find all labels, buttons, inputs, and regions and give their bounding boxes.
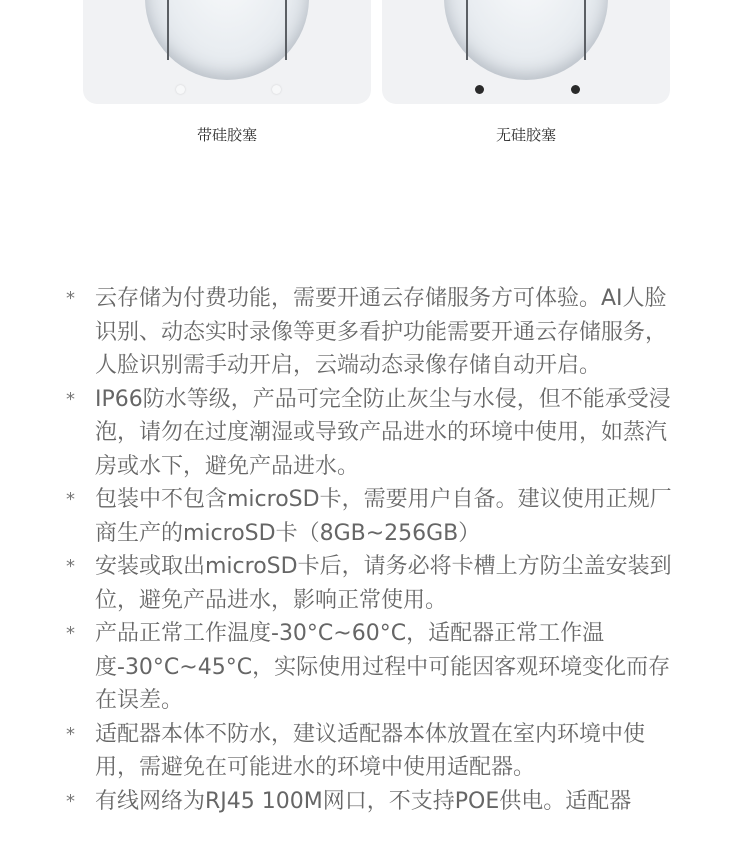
note-item	[66, 785, 686, 819]
device-edge-right	[285, 0, 287, 60]
silicone-plug-left-icon	[176, 85, 185, 94]
note-item	[66, 483, 686, 550]
bullet-star-icon: *	[66, 723, 75, 745]
note-text: 适配器本体不防水，建议适配器本体放置在室内环境中使用，需避免在可能进水的环境中使用适配器。	[95, 721, 646, 780]
device-edge-left	[167, 0, 169, 60]
product-image-without-plug	[382, 0, 670, 104]
bullet-star-icon: *	[66, 556, 75, 577]
bullet-star-icon: *	[66, 790, 75, 812]
note-item	[66, 383, 686, 484]
bullet-star-icon: *	[66, 288, 75, 309]
camera-without-silicone-plug-icon	[444, 0, 608, 80]
note-text: IP66防水等级，产品可完全防止灰尘与水侵，但不能承受浸泡，请勿在过度潮湿或导致产品进水的环境中使用，如蒸汽房或水下，避免产品进水。	[95, 386, 671, 479]
note-item	[66, 550, 686, 617]
note-text: 包装中不包含microSD卡，需要用户自备。建议使用正规厂商生产的microSD卡（8GB~256GB）	[95, 487, 672, 546]
silicone-plug-right-icon	[272, 85, 281, 94]
device-edge-right	[584, 0, 586, 60]
notes-list	[66, 282, 686, 818]
caption-without-plug: 无硅胶塞	[495, 126, 556, 144]
note-text: 云存储为付费功能，需要开通云存储服务方可体验。AI人脸识别、动态实时录像等更多看护功能需要开通云存储服务，人脸识别需手动开启，云端动态录像存储自动开启。	[95, 286, 668, 378]
open-port-right-icon	[571, 85, 580, 94]
caption-with-plug: 带硅胶塞	[196, 126, 257, 144]
product-image-with-plug	[83, 0, 371, 104]
note-item	[66, 282, 686, 383]
open-port-left-icon	[475, 85, 484, 94]
note-text: 安装或取出microSD卡后，请务必将卡槽上方防尘盖安装到位，避免产品进水，影响正常使用。	[95, 554, 672, 613]
bullet-star-icon: *	[66, 489, 75, 510]
note-item	[66, 617, 686, 718]
bullet-star-icon: *	[66, 388, 75, 410]
device-edge-left	[466, 0, 468, 60]
camera-with-silicone-plug-icon	[145, 0, 309, 80]
bullet-star-icon: *	[66, 623, 75, 644]
note-item	[66, 718, 686, 785]
note-text: 产品正常工作温度-30°C~60°C，适配器正常工作温度-30°C~45°C，实际使用过程中可能因客观环境变化而存在误差。	[95, 621, 671, 713]
note-text: 有线网络为RJ45 100M网口，不支持POE供电。适配器	[95, 788, 632, 814]
